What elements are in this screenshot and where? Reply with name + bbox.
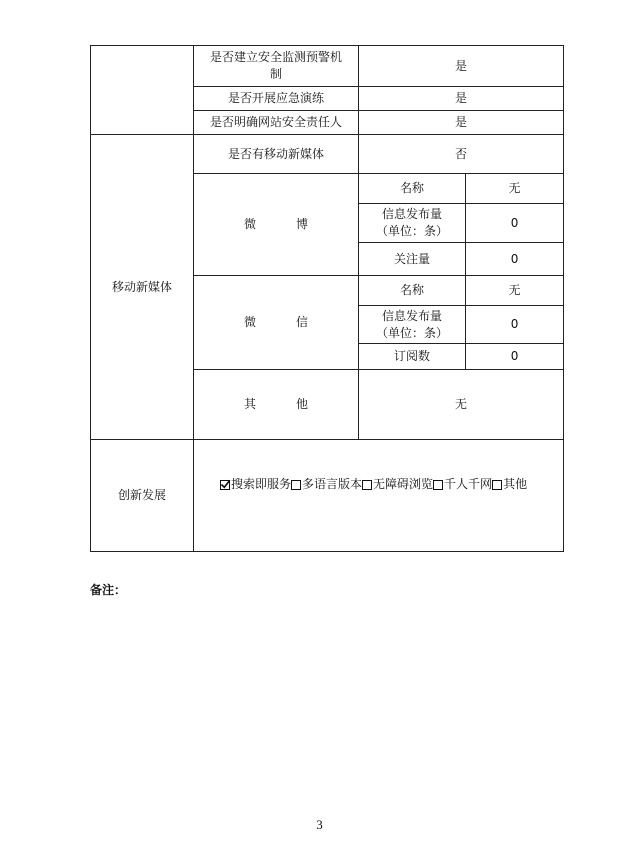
wechat-posts-label: 信息发布量 （单位：条）: [359, 306, 466, 344]
checkbox-icon[interactable]: [433, 480, 443, 490]
checkbox-icon[interactable]: [492, 480, 502, 490]
has-mobile-media-label: 是否有移动新媒体: [194, 135, 359, 174]
has-mobile-media-value: 否: [359, 135, 564, 174]
weibo-name-label: 名称: [359, 174, 466, 204]
checkbox-icon[interactable]: [362, 480, 372, 490]
checkbox-icon[interactable]: [291, 480, 301, 490]
other-media-value: 无: [359, 370, 564, 440]
weibo-posts-value: 0: [466, 204, 564, 243]
warning-mechanism-label: 是否建立安全监测预警机制: [194, 46, 359, 87]
warning-mechanism-value: 是: [359, 46, 564, 87]
wechat-name-label: 名称: [359, 276, 466, 306]
report-form-table: [90, 45, 564, 552]
page-number: 3: [316, 817, 323, 832]
option-personalized[interactable]: 千人千网: [433, 476, 492, 493]
mobile-media-section-label: 移动新媒体: [91, 135, 194, 440]
option-search-as-service[interactable]: 搜索即服务: [220, 476, 291, 493]
innovation-section-label: 创新发展: [91, 440, 194, 552]
wechat-subscribers-label: 订阅数: [359, 344, 466, 370]
weibo-followers-value: 0: [466, 243, 564, 276]
checkbox-checked-icon[interactable]: [220, 480, 230, 490]
weibo-label: 微 博: [194, 174, 359, 276]
option-multilingual[interactable]: 多语言版本: [291, 476, 362, 493]
innovation-options-cell: [194, 440, 564, 552]
option-other[interactable]: 其他: [492, 476, 527, 493]
option-accessibility[interactable]: 无障碍浏览: [362, 476, 433, 493]
emergency-drill-value: 是: [359, 87, 564, 111]
emergency-drill-label: 是否开展应急演练: [194, 87, 359, 111]
security-responsible-label: 是否明确网站安全责任人: [194, 111, 359, 135]
wechat-label: 微 信: [194, 276, 359, 370]
security-responsible-value: 是: [359, 111, 564, 135]
wechat-posts-value: 0: [466, 306, 564, 344]
empty-section-cell: [91, 46, 194, 135]
remarks-label: 备注：: [90, 583, 127, 597]
innovation-options: [196, 476, 561, 495]
weibo-followers-label: 关注量: [359, 243, 466, 276]
weibo-posts-label: 信息发布量 （单位：条）: [359, 204, 466, 243]
wechat-name-value: 无: [466, 276, 564, 306]
weibo-name-value: 无: [466, 174, 564, 204]
wechat-subscribers-value: 0: [466, 344, 564, 370]
other-media-label: 其 他: [194, 370, 359, 440]
